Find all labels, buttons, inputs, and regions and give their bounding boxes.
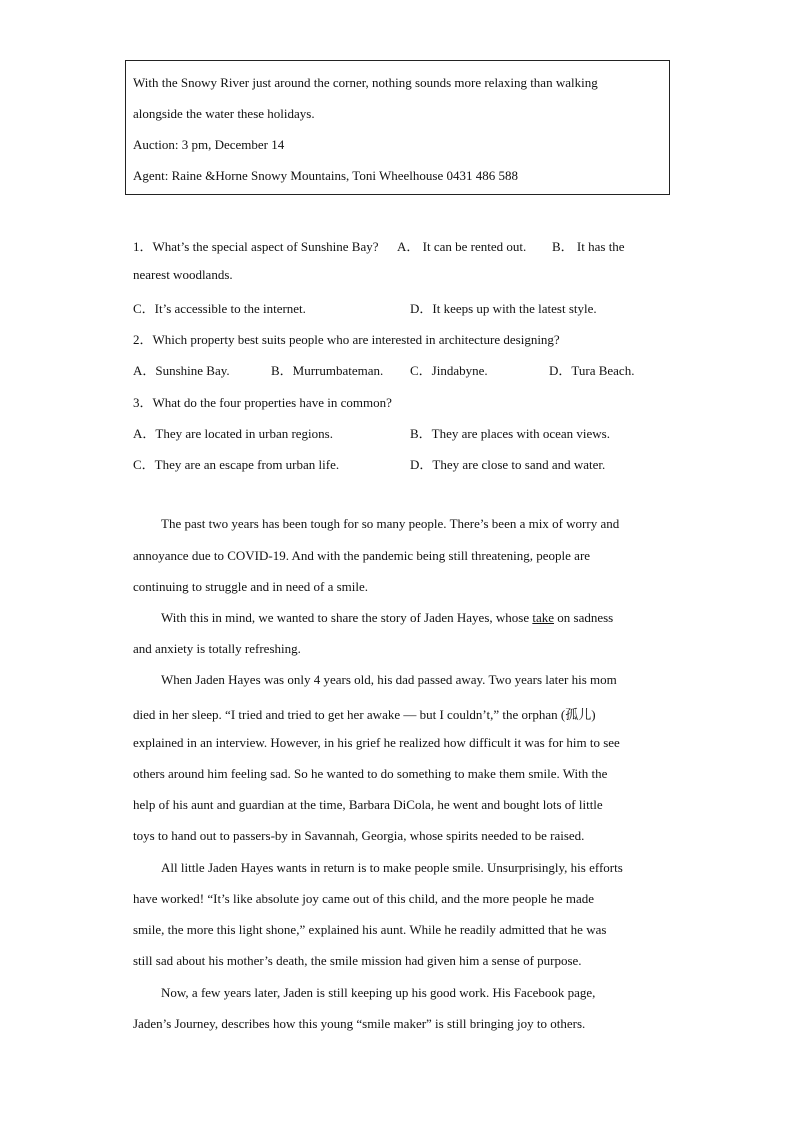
passage-p1-line1: The past two years has been tough for so many people. There’s been a mix of worry and bbox=[161, 516, 620, 531]
q3-stem: 3．What do the four properties have in common? bbox=[133, 395, 392, 410]
ad-agent: Agent: Raine &Horne Snowy Mountains, Toni Wheelhouse 0431 486 588 bbox=[133, 168, 518, 183]
passage-p2-line2: and anxiety is totally refreshing. bbox=[133, 641, 301, 656]
passage-p2-line1-a: With this in mind, we wanted to share the story of Jaden Hayes, whose bbox=[161, 610, 533, 625]
passage-p5-line1: Now, a few years later, Jaden is still keeping up his good work. His Facebook page, bbox=[161, 985, 596, 1000]
q2-option-d: D．Tura Beach. bbox=[549, 363, 635, 378]
q2-option-a: A．Sunshine Bay. bbox=[133, 363, 230, 378]
q1-option-d: D．It keeps up with the latest style. bbox=[410, 301, 597, 316]
passage-p2-line1-b: on sadness bbox=[554, 610, 614, 625]
q1-option-a: A． It can be rented out. bbox=[397, 239, 527, 254]
q1-option-b-cont: nearest woodlands. bbox=[133, 267, 233, 282]
ad-line-1: With the Snowy River just around the corner, nothing sounds more relaxing than walking bbox=[133, 75, 598, 90]
passage-p4-line2: have worked! “It’s like absolute joy came out of this child, and the more people he made bbox=[133, 891, 594, 906]
passage-p4-line3: smile, the more this light shone,” explained his aunt. While he readily admitted that he was bbox=[133, 922, 607, 937]
ad-line-2: alongside the water these holidays. bbox=[133, 106, 315, 121]
passage-p1-line2: annoyance due to COVID-19. And with the pandemic being still threatening, people are bbox=[133, 548, 591, 563]
q1-option-b: B． It has the bbox=[552, 239, 625, 254]
passage-p4-line1: All little Jaden Hayes wants in return is to make people smile. Unsurprisingly, his efforts bbox=[161, 860, 623, 875]
passage-p3-line4: others around him feeling sad. So he wanted to do something to make them smile. With the bbox=[133, 766, 608, 781]
q2-stem: 2．Which property best suits people who are interested in architecture designing? bbox=[133, 332, 560, 347]
passage-p2-line1 bbox=[161, 610, 613, 626]
passage-p3-line1: When Jaden Hayes was only 4 years old, his dad passed away. Two years later his mom bbox=[161, 672, 617, 687]
q2-option-c: C．Jindabyne. bbox=[410, 363, 488, 378]
passage-p5-line2: Jaden’s Journey, describes how this young “smile maker” is still bringing joy to others. bbox=[133, 1016, 586, 1031]
passage-p3-line5: help of his aunt and guardian at the time, Barbara DiCola, he went and bought lots of little bbox=[133, 797, 603, 812]
q3-option-d: D．They are close to sand and water. bbox=[410, 457, 606, 472]
passage-p1-line3: continuing to struggle and in need of a smile. bbox=[133, 579, 369, 594]
ad-info-box bbox=[125, 60, 670, 195]
passage-p3-line3: explained in an interview. However, in his grief he realized how difficult it was for him to see bbox=[133, 735, 620, 750]
ad-auction: Auction: 3 pm, December 14 bbox=[133, 137, 285, 152]
passage-p3-line6: toys to hand out to passers-by in Savannah, Georgia, whose spirits needed to be raised. bbox=[133, 828, 585, 843]
q2-option-b: B．Murrumbateman. bbox=[271, 363, 384, 378]
q3-option-a: A．They are located in urban regions. bbox=[133, 426, 333, 441]
q1-option-c: C．It’s accessible to the internet. bbox=[133, 301, 306, 316]
q3-option-c: C．They are an escape from urban life. bbox=[133, 457, 340, 472]
passage-p4-line4: still sad about his mother’s death, the smile mission had given him a sense of purpose. bbox=[133, 953, 582, 968]
q1-stem: 1．What’s the special aspect of Sunshine Bay? bbox=[133, 239, 379, 254]
underlined-word-take: take bbox=[532, 610, 555, 625]
passage-p3-line2: died in her sleep. “I tried and tried to get her awake — but I couldn’t,” the orphan (孤儿) bbox=[133, 707, 596, 722]
q3-option-b: B．They are places with ocean views. bbox=[410, 426, 610, 441]
